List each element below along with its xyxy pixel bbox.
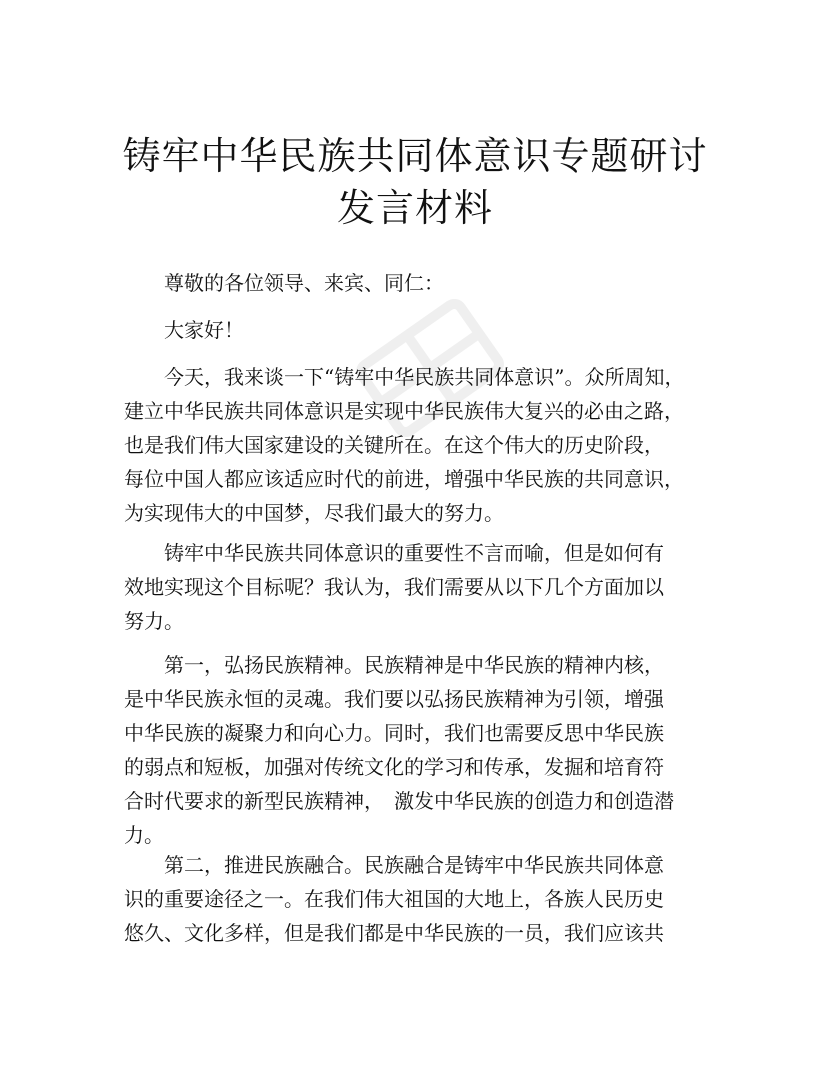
paragraph-line: 尊敬的各位领导、来宾、同仁： (164, 271, 444, 295)
document-title-line-1: 铸牢中华民族共同体意识专题研讨 (122, 134, 708, 178)
paragraph-line: 第二，推进民族融合。民族融合是铸牢中华民族共同体意 (164, 853, 664, 877)
paragraph-greeting (124, 313, 724, 347)
paragraph-line: 也是我们伟大国家建设的关键所在。在这个伟大的历史阶段， (124, 433, 664, 457)
paragraph-line: 悠久、文化多样，但是我们都是中华民族的一员，我们应该共 (124, 921, 664, 945)
paragraph-intro (124, 360, 724, 530)
paragraph-line: 识的重要途径之一。在我们伟大祖国的大地上，各族人民历史 (124, 887, 664, 911)
paragraph-line: 为实现伟大的中国梦，尽我们最大的努力。 (124, 501, 504, 525)
paragraph-line: 是中华民族永恒的灵魂。我们要以弘扬民族精神为引领，增强 (124, 687, 664, 711)
paragraph-second-point (124, 848, 724, 950)
paragraph-line: 的弱点和短板，加强对传统文化的学习和传承，发掘和培育符 (124, 755, 664, 779)
paragraph-line: 努力。 (124, 609, 184, 633)
paragraph-line: 效地实现这个目标呢？我认为，我们需要从以下几个方面加以 (124, 575, 664, 599)
paragraph-salutation (124, 266, 724, 300)
paragraph-line: 大家好！ (164, 318, 244, 342)
paragraph-line: 第一，弘扬民族精神。民族精神是中华民族的精神内核， (164, 653, 664, 677)
paragraph-first-point (124, 648, 724, 852)
paragraph-line: 每位中国人都应该适应时代的前进，增强中华民族的共同意识， (124, 467, 684, 491)
paragraph-line: 中华民族的凝聚力和向心力。同时，我们也需要反思中华民族 (124, 721, 664, 745)
paragraph-line: 铸牢中华民族共同体意识的重要性不言而喻，但是如何有 (164, 541, 664, 565)
paragraph-line: 合时代要求的新型民族精神， 激发中华民族的创造力和创造潜 (124, 789, 674, 813)
document-title-line-2: 发言材料 (336, 186, 493, 230)
paragraph-line: 建立中华民族共同体意识是实现中华民族伟大复兴的必由之路， (124, 399, 684, 423)
paragraph-line: 力。 (124, 823, 164, 847)
paragraph-line: 今天，我来谈一下“铸牢中华民族共同体意识”。众所周知， (164, 365, 685, 389)
paragraph-importance (124, 536, 724, 638)
